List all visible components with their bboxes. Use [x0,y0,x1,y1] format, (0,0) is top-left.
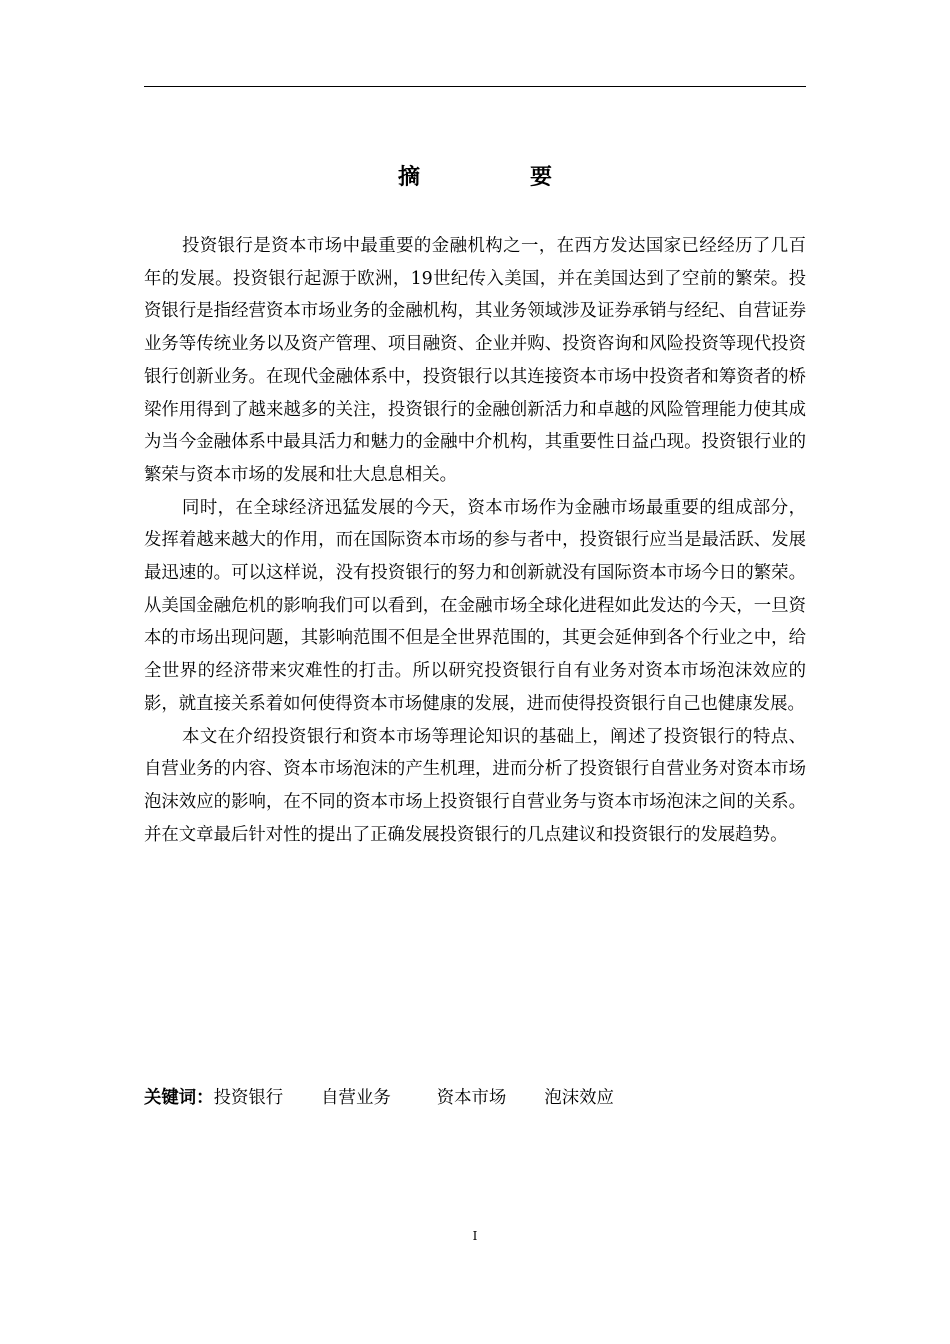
paragraph-1: 投资银行是资本市场中最重要的金融机构之一，在西方发达国家已经经历了几百年的发展。投资银行起源于欧洲，19世纪传入美国，并在美国达到了空前的繁荣。投资银行是指经营资本市场业务的金融机构，其业务领域涉及证券承销与经纪、自营证券业务等传统业务以及资产管理、项目融资、企业并购、投资咨询和风险投资等现代投资银行创新业务。在现代金融体系中，投资银行以其连接资本市场中投资者和筹资者的桥梁作用得到了越来越多的关注，投资银行的金融创新活力和卓越的风险管理能力使其成为当今金融体系中最具活力和魅力的金融中介机构，其重要性日益凸现。投资银行业的繁荣与资本市场的发展和壮大息息相关。 [144,236,806,485]
keyword-1: 投资银行 [213,1088,284,1108]
keyword-2: 自营业务 [321,1088,391,1108]
page-title: 摘 要 [397,165,596,190]
keywords-line [144,1082,806,1114]
keyword-4: 泡沫效应 [544,1088,614,1108]
header-rule [144,86,806,87]
page-number: I [472,1229,478,1243]
paragraph-2: 同时，在全球经济迅猛发展的今天，资本市场作为金融市场最重要的组成部分，发挥着越来越大的作用，而在国际资本市场的参与者中，投资银行应当是最活跃、发展最迅速的。可以这样说，没有投资银行的努力和创新就没有国际资本市场今日的繁荣。从美国金融危机的影响我们可以看到，在金融市场全球化进程如此发达的今天，一旦资本的市场出现问题，其影响范围不但是全世界范围的，其更会延伸到各个行业之中，给全世界的经济带来灾难性的打击。所以研究投资银行自有业务对资本市场泡沫效应的影，就直接关系着如何使得资本市场健康的发展，进而使得投资银行自己也健康发展。 [144,497,806,714]
paragraph-3: 本文在介绍投资银行和资本市场等理论知识的基础上，阐述了投资银行的特点、自营业务的内容、资本市场泡沫的产生机理，进而分析了投资银行自营业务对资本市场泡沫效应的影响，在不同的资本市场上投资银行自营业务与资本市场泡沫之间的关系。并在文章最后针对性的提出了正确发展投资银行的几点建议和投资银行的发展趋势。 [144,726,806,845]
abstract-body [144,230,806,851]
keywords-label: 关键词： [144,1088,214,1108]
keyword-3: 资本市场 [436,1088,507,1108]
